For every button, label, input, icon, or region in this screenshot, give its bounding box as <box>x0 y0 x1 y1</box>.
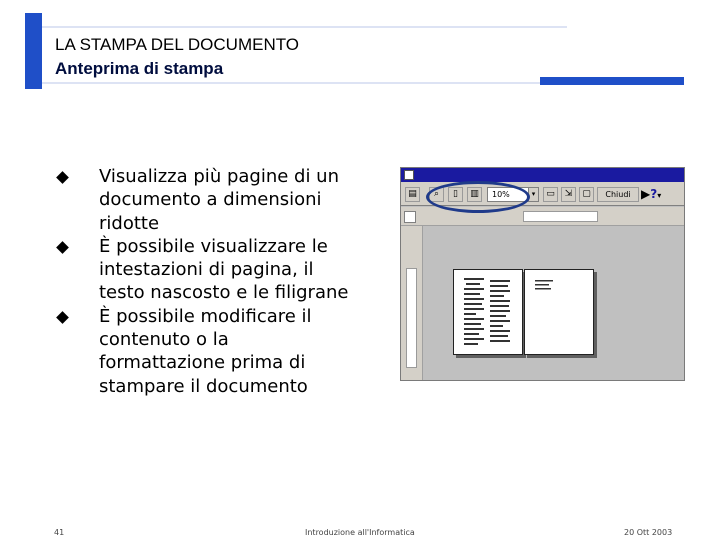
vertical-ruler-bar <box>401 226 423 381</box>
bullet-item <box>58 165 358 235</box>
preview-page-2[interactable] <box>524 269 594 355</box>
vertical-ruler <box>406 268 417 368</box>
title-divider-bottom <box>42 82 540 84</box>
zoom-value: 10% <box>492 190 510 199</box>
toolbar-highlight-oval <box>426 181 530 213</box>
page-number: 41 <box>54 528 65 537</box>
title-accent-block <box>540 77 684 85</box>
bullet-text: È possibile visualizzare le intestazioni di pagina, il testo nascosto e le filigrane <box>99 235 349 304</box>
chevron-down-icon: ▾ <box>528 188 538 201</box>
page-text-lines <box>454 270 522 354</box>
title-accent-bar <box>25 13 42 89</box>
preview-page-1[interactable] <box>453 269 523 355</box>
view-ruler-icon[interactable]: ▭ <box>543 187 558 202</box>
multiple-pages-icon[interactable]: ▥ <box>467 187 482 202</box>
footer-date: 20 Ott 2003 <box>624 528 673 537</box>
bullet-item <box>58 305 358 398</box>
footer-course: Introduzione all'Informatica <box>305 528 415 537</box>
title-divider-top <box>42 26 567 28</box>
slide-title: LA STAMPA DEL DOCUMENTO <box>55 35 300 54</box>
page-text-lines <box>525 270 593 354</box>
window-system-icon <box>404 170 414 180</box>
diamond-bullet-icon <box>56 241 69 254</box>
bullet-item <box>58 235 358 305</box>
bullet-text: È possibile modificare il contenuto o la formattazione prima di stampare il documento <box>99 305 312 397</box>
diamond-bullet-icon <box>56 311 69 324</box>
full-screen-icon[interactable]: ▢ <box>579 187 594 202</box>
horizontal-ruler <box>523 211 598 222</box>
bullet-text: Visualizza più pagine di un documento a dimensioni ridotte <box>99 166 339 234</box>
ruler-corner-icon[interactable] <box>404 211 416 223</box>
one-page-icon[interactable]: ▯ <box>448 187 463 202</box>
bullet-list <box>58 165 358 398</box>
horizontal-ruler-bar <box>401 207 685 226</box>
context-help-icon[interactable]: ▶?▾ <box>641 187 662 201</box>
diamond-bullet-icon <box>56 171 69 184</box>
window-titlebar <box>401 168 685 182</box>
shrink-to-fit-icon[interactable]: ⇲ <box>561 187 576 202</box>
close-button[interactable]: Chiudi <box>597 187 639 202</box>
print-icon[interactable]: ▤ <box>405 187 420 202</box>
slide-subtitle: Anteprima di stampa <box>55 59 224 78</box>
magnifier-icon[interactable]: ⌕ <box>429 187 444 202</box>
